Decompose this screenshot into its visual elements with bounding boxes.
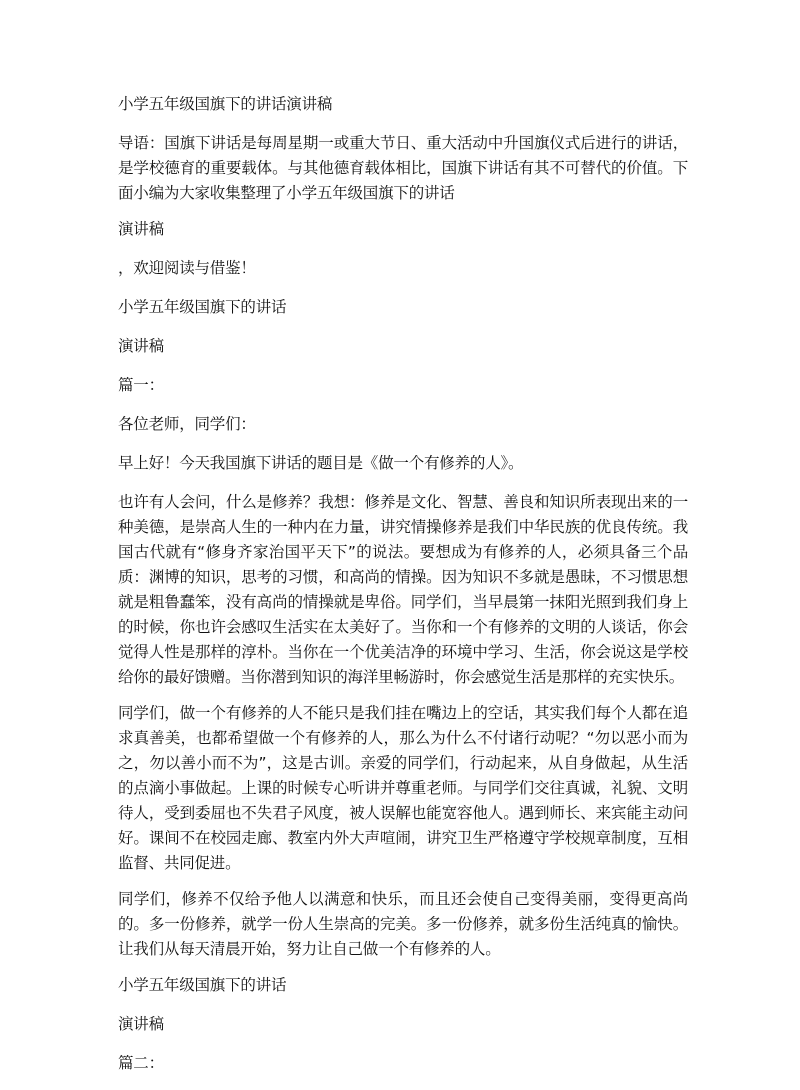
body-paragraph: 也许有人会问，什么是修养？我想：修养是文化、智慧、善良和知识所表现出来的一种美德，是崇高人生的一种内在力量，讲究情操修养是我们中华民族的优良传统。我国古代就有“修身齐家治国平天下”的说法。要想成为有修养的人，必须具备三个品质：渊博的知识，思考的习惯，和高尚的情操。因为知识不多就是愚昧，不习惯思想就是粗鲁蠢笨，没有高尚的情操就是卑俗。同学们，当早晨第一抹阳光照到我们身上的时候，你也许会感叹生活实在太美好了。当你和一个有修养的文明的人谈话，你会觉得人性是那样的淳朴。当你在一个优美洁净的环境中学习、生活，你会说这是学校给你的最好馈赠。当你潜到知识的海洋里畅游时，你会感觉生活是那样的充实快乐。 <box>118 493 688 686</box>
section-heading-tail: 演讲稿 <box>118 337 164 355</box>
section-heading-tail: 演讲稿 <box>118 1015 164 1033</box>
intro-tail: 演讲稿 <box>118 220 164 238</box>
section-heading: 小学五年级国旗下的讲话 <box>118 976 287 994</box>
section-label: 篇二： <box>118 1054 164 1072</box>
section-label: 篇一： <box>118 376 164 394</box>
welcome-line: ，欢迎阅读与借鉴！ <box>118 259 256 277</box>
body-paragraph: 同学们，修养不仅给予他人以满意和快乐，而且还会使自己变得美丽，变得更高尚的。多一份修养，就学一份人生崇高的完美。多一份修养，就多份生活纯真的愉快。让我们从每天清晨开始，努力让自己做一个有修养的人。 <box>118 890 688 958</box>
salutation: 各位老师，同学们： <box>118 415 256 433</box>
document-title: 小学五年级国旗下的讲话演讲稿 <box>118 95 333 113</box>
greeting-line: 早上好！今天我国旗下讲话的题目是《做一个有修养的人》。 <box>118 454 524 472</box>
section-heading: 小学五年级国旗下的讲话 <box>118 298 287 316</box>
intro-paragraph: 导语：国旗下讲话是每周星期一或重大节日、重大活动中升国旗仪式后进行的讲话，是学校德育的重要载体。与其他德育载体相比，国旗下讲话有其不可替代的价值。下面小编为大家收集整理了小学五年级国旗下的讲话 <box>118 134 688 202</box>
body-paragraph: 同学们，做一个有修养的人不能只是我们挂在嘴边上的空话，其实我们每个人都在追求真善美，也都希望做一个有修养的人，那么为什么不付诸行动呢？“勿以恶小而为之，勿以善小而不为”，这是古训。亲爱的同学们，行动起来，从自身做起，从生活的点滴小事做起。上课的时候专心听讲并尊重老师。与同学们交往真诚，礼貌、文明待人，受到委屈也不失君子风度，被人误解也能宽容他人。遇到师长、来宾能主动问好。课间不在校园走廊、教室内外大声喧闹，讲究卫生严格遵守学校规章制度，互相监督、共同促进。 <box>118 704 688 872</box>
document-page <box>118 92 688 1090</box>
